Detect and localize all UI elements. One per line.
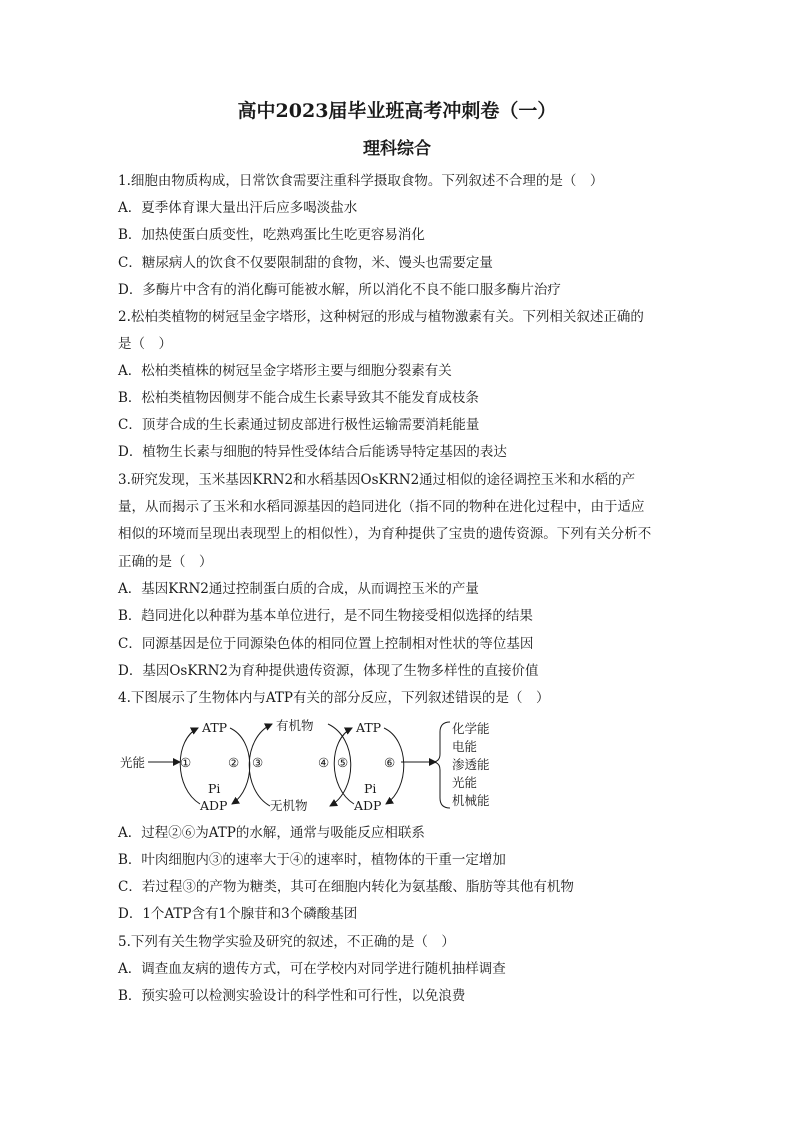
pi-left-label: Pi (208, 781, 221, 796)
question-4-option-d: D．1个ATP含有1个腺苷和3个磷酸基团 (118, 906, 358, 922)
question-1-option-b: B．加热使蛋白质变性，吃熟鸡蛋比生吃更容易消化 (118, 227, 425, 243)
question-3-option-b: B．趋同进化以种群为基本单位进行，是不同生物接受相似选择的结果 (118, 608, 533, 624)
process-4-label: ④ (318, 755, 330, 770)
question-3-option-d: D．基因OsKRN2为育种提供遗传资源，体现了生物多样性的直接价值 (118, 663, 539, 679)
energy-bracket (432, 722, 450, 808)
process-6-label: ⑥ (384, 755, 396, 770)
question-5-option-b: B．预实验可以检测实验设计的科学性和可行性，以免浪费 (118, 988, 466, 1004)
atp-right-label: ATP (356, 720, 382, 735)
energy-form-chemical: 化学能 (452, 721, 490, 736)
exam-title: 高中2023届毕业班高考冲刺卷（一） (237, 100, 557, 122)
question-4-option-c: C．若过程③的产物为糖类，其可在细胞内转化为氨基酸、脂肪等其他有机物 (118, 879, 574, 895)
question-5-option-a: A．调查血友病的遗传方式，可在学校内对同学进行随机抽样调查 (118, 961, 506, 977)
question-2-option-d: D．植物生长素与细胞的特异性受体结合后能诱导特定基因的表达 (118, 444, 507, 460)
question-1-option-a: A．夏季体育课大量出汗后应多喝淡盐水 (118, 200, 358, 216)
adp-right-label: ADP (354, 798, 382, 813)
question-3-stem-line-2: 量，从而揭示了玉米和水稻同源基因的趋同进化（指不同的物种在进化过程中，由于适应 (118, 499, 645, 515)
atp-reaction-diagram (118, 716, 518, 816)
energy-form-light: 光能 (452, 775, 478, 790)
question-4-stem: 4.下图展示了生物体内与ATP有关的部分反应，下列叙述错误的是（ ） (118, 690, 550, 706)
light-energy-label: 光能 (120, 755, 146, 770)
process-3-label: ③ (252, 755, 264, 770)
energy-form-mechanical: 机械能 (452, 793, 490, 808)
pi-right-label: Pi (364, 781, 377, 796)
question-4-option-b: B．叶肉细胞内③的速率大于④的速率时，植物体的干重一定增加 (118, 852, 506, 868)
question-3-option-a: A．基因KRN2通过控制蛋白质的合成，从而调控玉米的产量 (118, 581, 479, 597)
question-1-option-c: C．糖尿病人的饮食不仅要限制甜的食物，米、馒头也需要定量 (118, 255, 493, 271)
question-2-option-a: A．松柏类植株的树冠呈金字塔形主要与细胞分裂素有关 (118, 363, 452, 379)
exam-subtitle: 理科综合 (363, 139, 431, 159)
question-1-option-d: D．多酶片中含有的消化酶可能被水解，所以消化不良不能口服多酶片治疗 (118, 282, 561, 298)
question-2-option-c: C．顶芽合成的生长素通过韧皮部进行极性运输需要消耗能量 (118, 417, 480, 433)
adp-left-label: ADP (200, 798, 228, 813)
process-5-label: ⑤ (337, 755, 349, 770)
atp-left-label: ATP (202, 720, 228, 735)
question-3-stem-line-4: 正确的是（ ） (118, 554, 213, 570)
process-2-label: ② (228, 755, 240, 770)
energy-form-osmotic: 渗透能 (452, 757, 490, 772)
process-1-label: ① (180, 755, 192, 770)
question-3-option-c: C．同源基因是位于同源染色体的相同位置上控制相对性状的等位基因 (118, 636, 534, 652)
question-1-stem: 1.细胞由物质构成，日常饮食需要注重科学摄取食物。下列叙述不合理的是（ ） (118, 173, 604, 189)
question-2-option-b: B．松柏类植物因侧芽不能合成生长素导致其不能发育成枝条 (118, 390, 479, 406)
energy-form-electric: 电能 (452, 739, 478, 754)
question-5-stem: 5.下列有关生物学实验及研究的叙述，不正确的是（ ） (118, 934, 455, 950)
organic-matter-label: 有机物 (276, 718, 314, 733)
question-3-stem-line-3: 相似的环境而呈现出表现型上的相似性），为育种提供了宝贵的遗传资源。下列有关分析不 (118, 526, 652, 542)
question-4-option-a: A．过程②⑥为ATP的水解，通常与吸能反应相联系 (118, 825, 425, 841)
question-2-stem-line-2: 是（ ） (118, 336, 172, 352)
inorganic-matter-label: 无机物 (270, 798, 308, 813)
question-2-stem-line-1: 2.松柏类植物的树冠呈金字塔形，这种树冠的形成与植物激素有关。下列相关叙述正确的 (118, 309, 644, 325)
question-3-stem-line-1: 3.研究发现，玉米基因KRN2和水稻基因OsKRN2通过相似的途径调控玉米和水稻的产 (118, 472, 636, 488)
